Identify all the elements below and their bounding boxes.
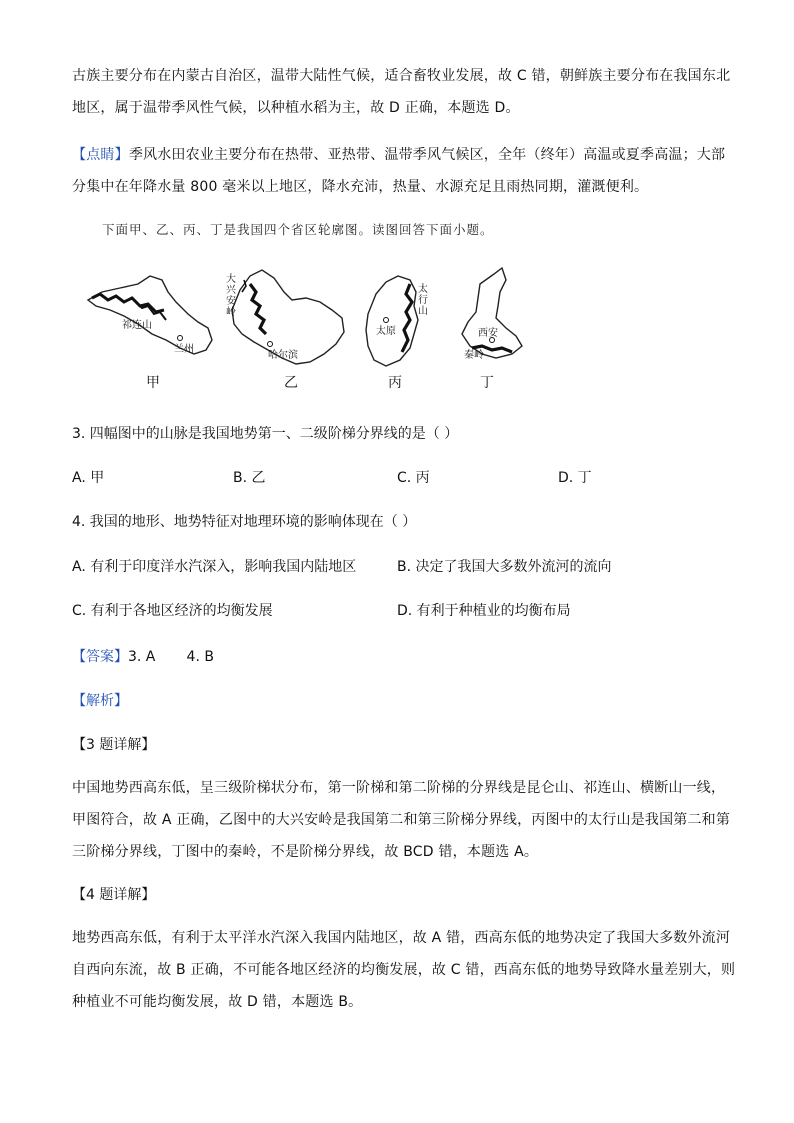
figure-caption: 下面甲、乙、丙、丁是我国四个省区轮廓图。读图回答下面小题。 [102,222,494,237]
map-label-bing: 丙 [388,375,402,391]
q4-option-d: D. 有利于种植业的均衡布局 [397,603,571,619]
detail-4-line-1: 地势西高东低，有利于太平洋水汽深入我国内陆地区，故 A 错，西高东低的地势决定了我国大多数外流河 [72,930,731,946]
detail-3-line-3: 三阶梯分界线，丁图中的秦岭，不是阶梯分界线，故 BCD 错，本题选 A。 [72,844,539,860]
answer-label: 【答案】 [72,649,128,665]
map-yi [226,270,344,364]
question-3-stem: 3. 四幅图中的山脉是我国地势第一、二级阶梯分界线的是（ ） [72,426,459,442]
q3-option-d: D. 丁 [558,470,592,486]
tip-line-1 [72,139,726,171]
map-label-yi: 乙 [284,375,298,391]
detail-4-line-3: 种植业不可能均衡发展，故 D 错，本题选 B。 [72,994,363,1010]
intro-paragraph [72,60,731,124]
tip-label: 【点睛】 [72,147,129,163]
map-bing-city: 太原 [376,326,396,337]
map-label-jia: 甲 [146,375,160,391]
answer-text: 3. A 4. B [128,649,214,665]
map-bing-mountain: 太 行 山 [418,284,428,317]
map-bing [366,276,431,366]
detail-3-line-2: 甲图符合，故 A 正确，乙图中的大兴安岭是我国第二和第三阶梯分界线，丙图中的太行山是我国第二和第 [72,812,731,828]
q4-option-a: A. 有利于印度洋水汽深入，影响我国内陆地区 [72,559,357,575]
map-label-ding: 丁 [480,375,494,391]
map-jia-mountain: 祁连山 [122,320,152,331]
question-4-stem: 4. 我国的地形、地势特征对地理环境的影响体现在（ ） [72,514,417,530]
intro-line-1: 古族主要分布在内蒙古自治区，温带大陆性气候，适合畜牧业发展，故 C 错，朝鲜族主要分布在我国东北 [72,68,731,84]
detail-3-paragraph [72,772,731,868]
q3-option-b: B. 乙 [233,470,266,486]
map-ding-mountain: 秦岭 [464,350,484,361]
tip-line-2: 分集中在年降水量 800 毫米以上地区，降水充沛，热量、水源充足且雨热同期，灌溉便利。 [72,179,649,195]
map-yi-city: 哈尔滨 [268,350,298,361]
q3-option-a: A. 甲 [72,470,105,486]
detail-4-line-2: 自西向东流，故 B 正确，不可能各地区经济的均衡发展，故 C 错，西高东低的地势导致降水量差别大，则 [72,962,736,978]
q4-option-b: B. 决定了我国大多数外流河的流向 [397,559,612,575]
detail-3-line-1: 中国地势西高东低，呈三级阶梯状分布，第一阶梯和第二阶梯的分界线是昆仑山、祁连山、横断山一线， [72,780,726,796]
detail-4-paragraph [72,922,736,1018]
tip-paragraph [72,139,726,203]
map-jia [88,276,212,355]
map-yi-mountain: 大 兴 安 岭 [226,274,236,318]
tip-text-1: 季风水田农业主要分布在热带、亚热带、温带季风气候区，全年（终年）高温或夏季高温；大部 [128,147,726,163]
q4-option-c: C. 有利于各地区经济的均衡发展 [72,603,273,619]
province-maps-figure [80,262,540,392]
intro-line-2: 地区，属于温带季风性气候，以种植水稻为主，故 D 正确，本题选 D。 [72,100,520,116]
answer-line [72,646,214,666]
map-ding-city: 西安 [478,328,498,339]
map-ding [462,268,522,361]
detail-4-heading: 【4 题详解】 [72,887,156,903]
analysis-label: 【解析】 [72,693,128,709]
q3-option-c: C. 丙 [397,470,430,486]
detail-3-heading: 【3 题详解】 [72,737,156,753]
map-jia-city: 兰州 [174,344,194,355]
